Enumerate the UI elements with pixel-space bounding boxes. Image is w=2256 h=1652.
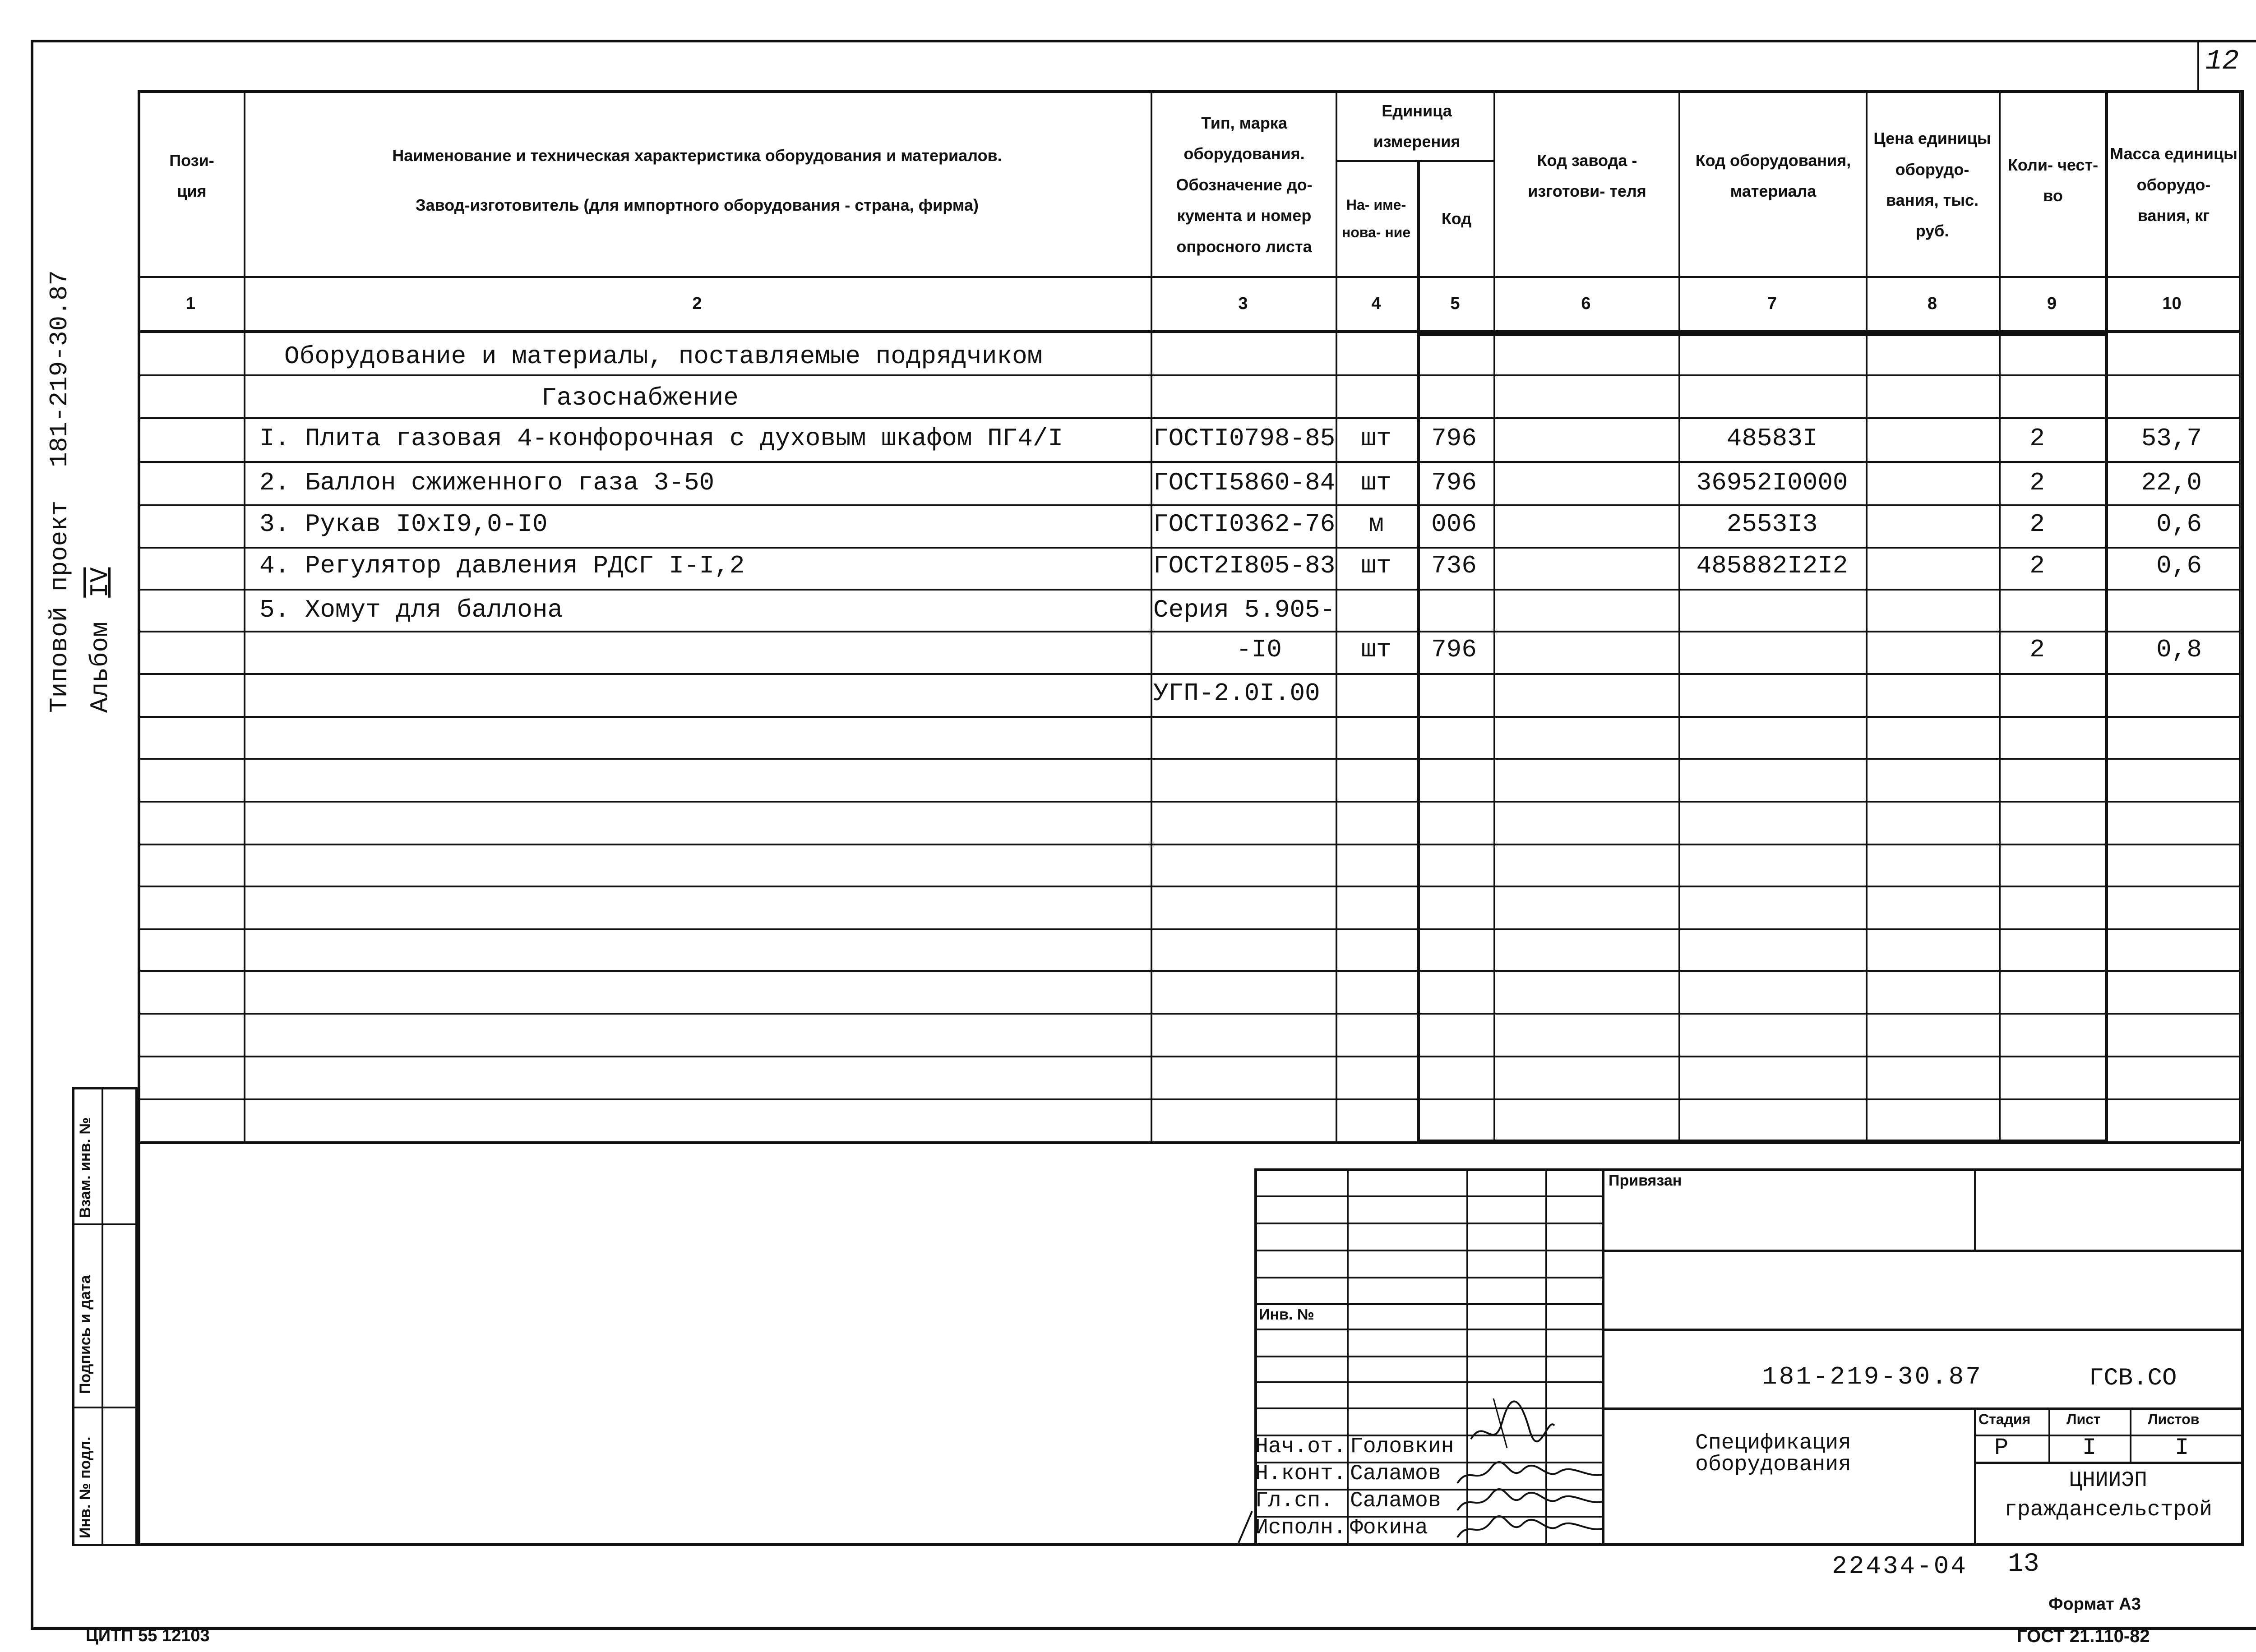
- tb-sheet-label: Лист: [2066, 1411, 2101, 1427]
- stamp-divider-v: [102, 1087, 103, 1546]
- row4-name: 4. Регулятор давления РДСГ I-I,2: [259, 551, 745, 580]
- subsection-title: Газоснабжение: [541, 383, 739, 412]
- slash-mark: [1236, 1509, 1254, 1545]
- tb-role-1: Нач.от.: [1255, 1435, 1346, 1459]
- signature-3: [1455, 1488, 1609, 1515]
- tb-stage-v1: [2048, 1407, 2050, 1462]
- row7-doc: УГП-2.0I.00: [1153, 679, 1320, 708]
- tb-h: [1254, 1356, 1602, 1357]
- tb-name-4: Фокина: [1350, 1516, 1428, 1540]
- archive-sheet: 13: [2008, 1550, 2039, 1579]
- row4-code: 736: [1431, 551, 1477, 580]
- tb-right-h1: [1602, 1250, 2242, 1252]
- tb-privyazan: Привязан: [1609, 1172, 1682, 1189]
- row1-doc: ГОСТI0798-85: [1153, 424, 1336, 453]
- hdr-equip-code: Код оборудования, материала: [1695, 151, 1851, 200]
- tb-right-h3: [1602, 1407, 2242, 1410]
- row6-code: 796: [1431, 635, 1477, 664]
- side-album-number: IV: [86, 567, 115, 598]
- row6-doc: -I0: [1236, 635, 1282, 664]
- stamp-divider-h1: [72, 1223, 138, 1225]
- row3-code: 006: [1431, 510, 1477, 539]
- row3-doc: ГОСТI0362-76: [1153, 510, 1336, 539]
- tb-sheets-label: Листов: [2148, 1411, 2200, 1427]
- row4-mass: 0,6: [2156, 551, 2202, 580]
- tb-doc-mark: ГСВ.СО: [2089, 1365, 2177, 1392]
- tb-name-2: Саламов: [1350, 1462, 1441, 1486]
- row3-unit: м: [1368, 510, 1384, 539]
- tb-h: [1254, 1195, 1602, 1197]
- stamp-vzam: Взам. инв. №: [77, 1117, 94, 1218]
- row5-name: 5. Хомут для баллона: [259, 595, 563, 624]
- row1-unit: шт: [1361, 424, 1392, 453]
- stamp-inv-podl: Инв. № подл.: [77, 1436, 94, 1538]
- left-code: ЦИТП 55 12103: [86, 1626, 210, 1645]
- side-album-label: Альбом: [86, 622, 115, 713]
- stamp-podpis: Подпись и дата: [77, 1275, 94, 1394]
- row4-doc: ГОСТ2I805-83: [1153, 551, 1336, 580]
- row2-equip: 36952I0000: [1696, 468, 1848, 497]
- row1-equip: 48583I: [1726, 424, 1818, 453]
- tb-inv-no: Инв. №: [1259, 1306, 1314, 1323]
- colnum-10: 10: [2162, 294, 2182, 313]
- col-line-3: [1336, 90, 1337, 1141]
- colnum-5: 5: [1450, 294, 1460, 313]
- hdr-unit-name: На- име- нова- ние: [1341, 197, 1411, 240]
- tb-title: Спецификация оборудования: [1695, 1431, 1851, 1477]
- row4-unit: шт: [1361, 551, 1392, 580]
- row1-name: I. Плита газовая 4-конфорочная с духовым шкафом ПГ4/I: [259, 424, 1063, 453]
- page-number: 12: [2205, 45, 2239, 77]
- tb-privyazan-div: [1974, 1168, 1976, 1250]
- row3-qty: 2: [2029, 510, 2045, 539]
- tb-role-4: Исполн.: [1255, 1516, 1346, 1540]
- tb-sheets: I: [2175, 1435, 2189, 1461]
- hdr-bottom: [138, 276, 2240, 278]
- tb-doc-code: 181-219-30.87: [1762, 1362, 1983, 1391]
- signature-1: [1466, 1389, 1557, 1453]
- tb-h: [1254, 1329, 1602, 1330]
- side-album: [86, 568, 115, 713]
- tb-org-line2: граждансельстрой: [2004, 1498, 2212, 1522]
- row5-doc: Серия 5.905-: [1153, 595, 1336, 624]
- tb-right-h2: [1602, 1329, 2242, 1331]
- col-line-1: [244, 90, 245, 1141]
- tb-h: [1254, 1277, 1602, 1278]
- colnum-9: 9: [2047, 294, 2057, 313]
- stamp-divider-h2: [72, 1407, 138, 1408]
- row1-mass: 53,7: [2141, 424, 2202, 453]
- tb-role-2: Н.конт.: [1255, 1462, 1346, 1486]
- row4-equip: 485882I2I2: [1696, 551, 1848, 580]
- thick-block: [1417, 333, 2108, 1143]
- row2-qty: 2: [2029, 468, 2045, 497]
- hdr-position: Пози- ция: [169, 151, 214, 200]
- tb-sheet: I: [2082, 1435, 2097, 1461]
- row3-mass: 0,6: [2156, 510, 2202, 539]
- tb-stage: Р: [1994, 1435, 2009, 1461]
- row1-qty: 2: [2029, 424, 2045, 453]
- hdr-factory-code: Код завода - изготови- теля: [1528, 151, 1646, 200]
- tb-stage-v2: [2130, 1407, 2131, 1462]
- signature-2: [1455, 1461, 1609, 1488]
- row2-mass: 22,0: [2141, 468, 2202, 497]
- tb-stage-h2: [1974, 1462, 2242, 1464]
- row2-doc: ГОСТI5860-84: [1153, 468, 1336, 497]
- tb-org-line1: ЦНИИЭП: [2069, 1468, 2147, 1493]
- gost-label: ГОСТ 21.110-82: [2017, 1626, 2150, 1646]
- row4-qty: 2: [2029, 551, 2045, 580]
- colnum-2: 2: [692, 294, 702, 313]
- colnum-7: 7: [1767, 294, 1777, 313]
- section-title: Оборудование и материалы, поставляемые подрядчиком: [284, 342, 1043, 371]
- row2-code: 796: [1431, 468, 1477, 497]
- row3-name: 3. Рукав I0xI9,0-I0: [259, 510, 548, 539]
- row1-code: 796: [1431, 424, 1477, 453]
- row6-qty: 2: [2029, 635, 2045, 664]
- hdr-type: Тип, марка оборудования. Обозначение до- кумента и номер опросного листа: [1176, 114, 1313, 256]
- col-line-10: [2239, 90, 2241, 1141]
- colnum-8: 8: [1927, 294, 1937, 313]
- col-line-2: [1151, 90, 1152, 1141]
- hdr-unit: Единица измерения: [1373, 101, 1461, 151]
- tb-h: [1254, 1250, 1602, 1251]
- hdr-unit-code: Код: [1441, 209, 1472, 228]
- tb-stage-h1: [1974, 1435, 2242, 1436]
- colnum-3: 3: [1238, 294, 1248, 313]
- signature-4: [1455, 1515, 1609, 1542]
- colnum-1: 1: [185, 294, 196, 313]
- format-label: Формат А3: [2048, 1595, 2141, 1614]
- tb-name-3: Саламов: [1350, 1489, 1441, 1513]
- tb-stage-label: Стадия: [1979, 1411, 2031, 1427]
- row3-equip: 2553I3: [1726, 510, 1818, 539]
- tb-name-1: Головкин: [1350, 1435, 1454, 1459]
- row6-unit: шт: [1361, 635, 1392, 664]
- hdr-qty: Коли- чест- во: [2007, 155, 2099, 205]
- page-number-box-left: [2197, 40, 2199, 90]
- side-project: [45, 270, 74, 713]
- tb-role-3: Гл.сп.: [1255, 1489, 1333, 1513]
- side-project-label: Типовой проект: [45, 500, 74, 713]
- colnum-4: 4: [1371, 294, 1381, 313]
- hdr-unit-line: [1336, 160, 1493, 162]
- hdr-price: Цена единицы оборудо- вания, тыс. руб.: [1873, 129, 1991, 240]
- side-project-code: 181-219-30.87: [45, 270, 74, 467]
- row2-name: 2. Баллон сжиженного газа 3-50: [259, 468, 715, 497]
- hdr-name-line2: Завод-изготовитель (для импортного оборудования - страна, фирма): [416, 195, 979, 214]
- row2-unit: шт: [1361, 468, 1392, 497]
- hdr-mass: Масса единицы оборудо- вания, кг: [2110, 144, 2238, 225]
- tb-h: [1254, 1223, 1602, 1224]
- hdr-name-line1: Наименование и техническая характеристика оборудования и материалов.: [392, 146, 1002, 165]
- row6-mass: 0,8: [2156, 635, 2202, 664]
- archive-number: 22434-04: [1832, 1552, 1968, 1581]
- colnum-6: 6: [1581, 294, 1591, 313]
- tb-h: [1254, 1303, 1602, 1305]
- tb-h: [1254, 1381, 1602, 1383]
